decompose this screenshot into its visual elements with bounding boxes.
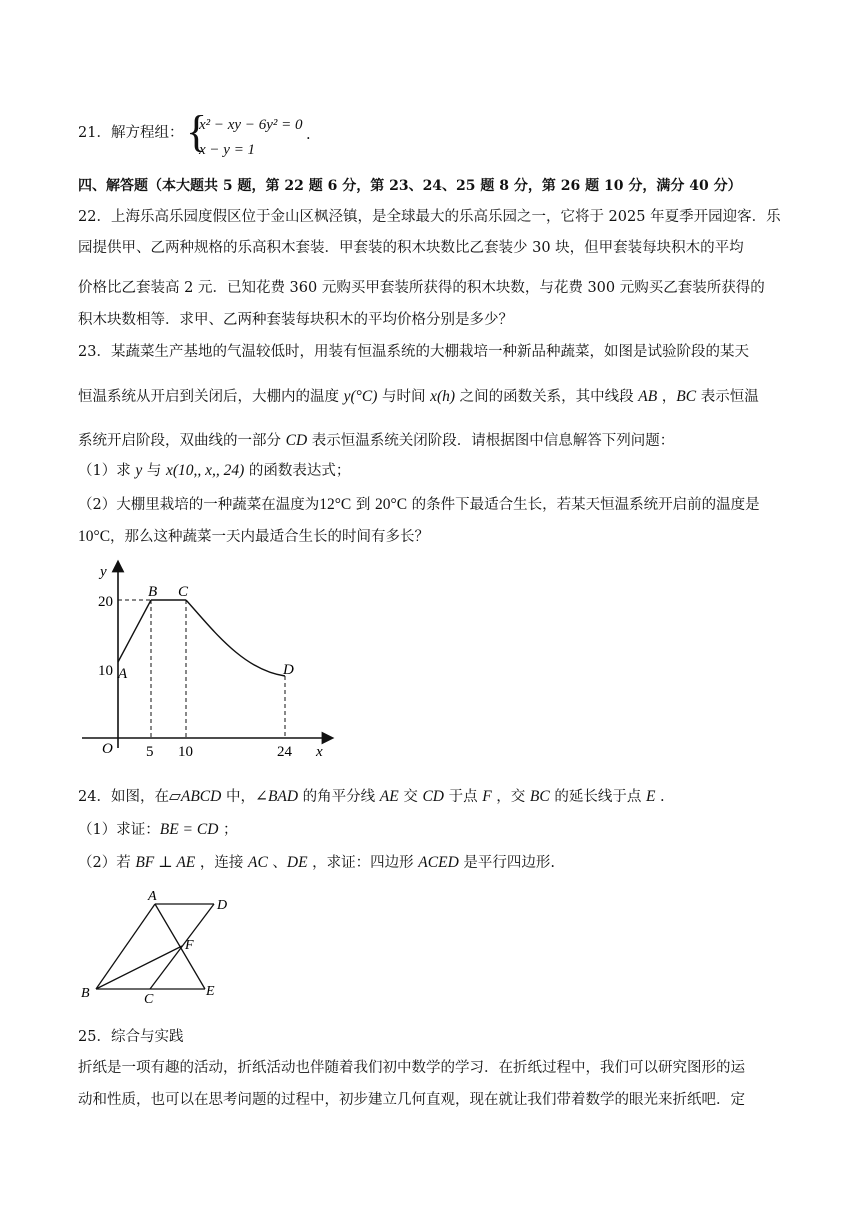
point-a: A — [118, 666, 128, 682]
q22-line-3: 价格比乙套装高 2 元．已知花费 360 元购买甲套装所获得的积木块数，与花费 300 元购买乙套装所获得的 — [78, 280, 765, 296]
q23-subquestion-1: （1）求 y 与 x(10,, x,, 24) 的函数表达式； — [78, 462, 351, 479]
q24-subquestion-2: （2）若 BF ⊥ AE ，连接 AC 、DE ，求证：四边形 ACED 是平行四边形. — [78, 854, 555, 871]
side-ab — [96, 904, 155, 989]
q23-subquestion-2: （2）大棚里栽培的一种蔬菜在温度为12°C 到 20°C 的条件下最适合生长，若某天恒温系统开启前的温度是 — [78, 496, 760, 513]
segment-ab — [118, 600, 151, 662]
q23-temperature-graph — [78, 558, 348, 763]
x-tick-24: 24 — [277, 744, 292, 760]
q24-subquestion-1: （1）求证：BE = CD ； — [78, 821, 238, 838]
q23-line-2: 恒温系统从开启到关闭后，大棚内的温度 y(°C) 与时间 x(h) 之间的函数关系，其中线段 AB ，BC 表示恒温 — [78, 388, 759, 405]
point-c: C — [178, 584, 189, 600]
y-axis-label: y — [100, 564, 107, 580]
line-bf — [96, 946, 182, 989]
q22-line-4: 积木块数相等．求甲、乙两种套装每块积木的平均价格分别是多少？ — [78, 312, 513, 328]
q25-line-2: 动和性质，也可以在思考问题的过程中，初步建立几何直观，现在就让我们带着数学的眼光来折纸吧．定 — [78, 1092, 745, 1108]
q23-subquestion-2-cont: 10°C，那么这种蔬菜一天内最适合生长的时间有多长？ — [78, 528, 430, 545]
x-tick-10: 10 — [178, 744, 193, 760]
q23-line-3: 系统开启阶段，双曲线的一部分 CD 表示恒温系统关闭阶段．请根据图中信息解答下列问题： — [78, 432, 675, 449]
q21-label: 21．解方程组： — [78, 125, 184, 141]
label-d: D — [217, 898, 228, 913]
x-axis-label: x — [316, 744, 323, 760]
q25-title: 25．综合与实践 — [78, 1029, 184, 1045]
x-tick-5: 5 — [146, 744, 154, 760]
q22-line-1: 22．上海乐高乐园度假区位于金山区枫泾镇，是全球最大的乐高乐园之一，它将于 2025 年夏季开园迎客．乐 — [78, 209, 781, 225]
q22-line-2: 园提供甲、乙两种规格的乐高积木套装．甲套装的积木块数比乙套装少 30 块，但甲套装每块积木的平均 — [78, 240, 744, 256]
point-d: D — [283, 662, 294, 678]
label-b: B — [81, 986, 90, 1001]
point-b: B — [148, 584, 158, 600]
y-tick-20: 20 — [98, 594, 113, 610]
q23-line-1: 23．某蔬菜生产基地的气温较低时，用装有恒温系统的大棚栽培一种新品种蔬菜，如图是试验阶段的某天 — [78, 344, 749, 360]
q21-equation-1: x² − xy − 6y² = 0 — [199, 117, 303, 133]
q21-system-brace: { — [186, 107, 208, 156]
label-c: C — [144, 992, 154, 1007]
q24-line-1: 24．如图，在▱ABCD 中，∠BAD 的角平分线 AE 交 CD 于点 F ，交 BC 的延长线于点 E . — [78, 788, 665, 805]
q21-period: . — [306, 127, 311, 143]
label-f: F — [185, 938, 194, 953]
q25-line-1: 折纸是一项有趣的活动，折纸活动也伴随着我们初中数学的学习．在折纸过程中，我们可以研究图形的运 — [78, 1060, 745, 1076]
q24-parallelogram-figure — [78, 885, 248, 1010]
section-4-title: 四、解答题（本大题共 5 题，第 22 题 6 分，第 23、24、25 题 8 分，第 26 题 10 分，满分 40 分） — [78, 178, 742, 194]
q21-equation-2: x − y = 1 — [199, 142, 256, 158]
label-e: E — [206, 984, 215, 999]
y-tick-10: 10 — [98, 663, 113, 679]
label-a: A — [148, 889, 157, 904]
origin-label: O — [102, 741, 113, 757]
curve-cd — [186, 600, 285, 676]
